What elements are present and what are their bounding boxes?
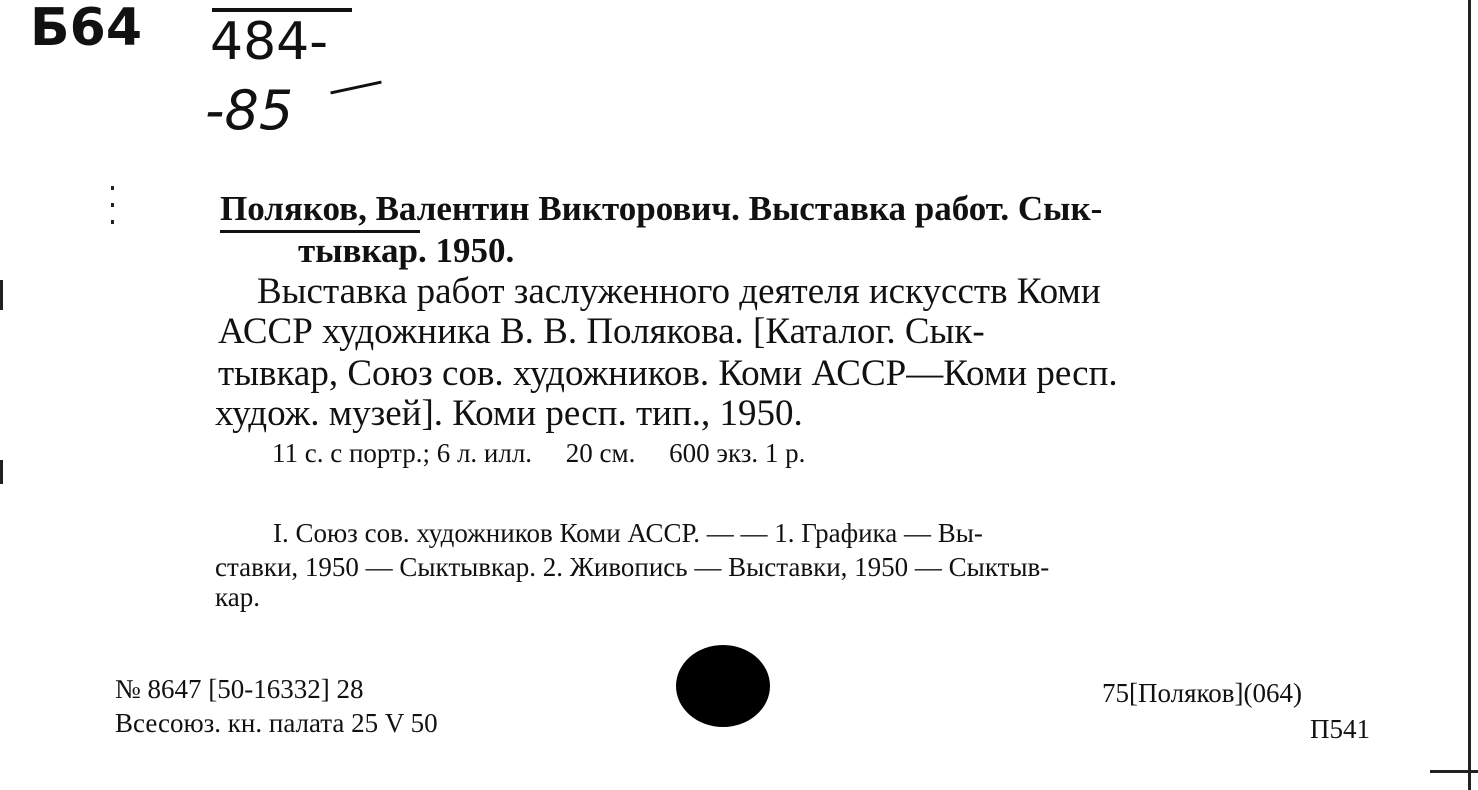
handwritten-stroke bbox=[330, 81, 381, 95]
speck bbox=[111, 186, 114, 190]
collation-line: 11 с. с портр.; 6 л. илл. 20 см. 600 экз. 1 р. bbox=[272, 438, 806, 468]
footer-call-number: П541 bbox=[1310, 714, 1370, 744]
description-line-4: худож. музей]. Коми респ. тип., 1950. bbox=[215, 393, 803, 434]
description-line-1: Выставка работ заслуженного деятеля искусств Коми bbox=[257, 271, 1101, 312]
handwritten-code-bottom: -85 bbox=[205, 79, 294, 142]
entry-heading-line-1: Поляков, Валентин Викторович. Выставка работ. Сык- bbox=[220, 189, 1103, 228]
description-line-2: АССР художника В. В. Полякова. [Каталог. Сык- bbox=[218, 311, 985, 352]
footer-chamber-date: Всесоюз. кн. палата 25 V 50 bbox=[115, 708, 438, 738]
footer-classification: 75[Поляков](064) bbox=[1102, 678, 1302, 708]
handwritten-code-top: 484- bbox=[210, 12, 329, 72]
tracings-line-3: кар. bbox=[215, 582, 260, 612]
card-bottom-edge bbox=[1430, 770, 1478, 773]
left-margin-mark bbox=[0, 280, 3, 310]
tracings-line-1: I. Союз сов. художников Коми АССР. — — 1. Графика — Вы- bbox=[273, 518, 983, 548]
handwritten-shelf-mark: Б64 bbox=[30, 0, 142, 58]
card-right-edge bbox=[1468, 0, 1471, 790]
entry-heading-line-2: тывкар. 1950. bbox=[298, 231, 515, 270]
speck bbox=[111, 220, 114, 224]
description-line-3: тывкар, Союз сов. художников. Коми АССР—Коми респ. bbox=[218, 353, 1118, 394]
tracings-line-2: ставки, 1950 — Сыктывкар. 2. Живопись — Выставки, 1950 — Сыктыв- bbox=[215, 552, 1050, 582]
ink-blot bbox=[676, 645, 770, 727]
left-margin-mark bbox=[0, 460, 3, 484]
speck bbox=[111, 203, 114, 207]
footer-card-number: № 8647 [50-16332] 28 bbox=[115, 674, 364, 704]
